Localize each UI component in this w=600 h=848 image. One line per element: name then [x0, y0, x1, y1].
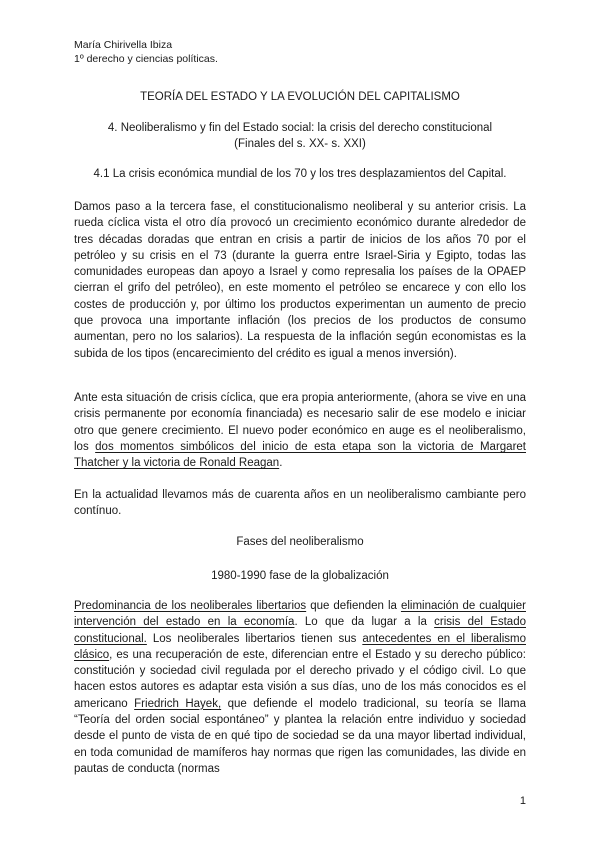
p4-text-e: que defiende el modelo tradicional, su teoría se llama “Teoría del orden social espontáneo” y plantea la relación entre individuo y sociedad desde el punto de vista de en qué tipo de sociedad se da una mayor libertad individual, en toda comunidad de mamíferos hay normas que rigen las comunidades, las divide en pautas de conducta (normas [74, 697, 527, 775]
p4-text-d: , es una recuperación de este, diferencian entre el Estado y su derecho público: constitución y sociedad civil regulada por el derecho privado y el código civil. Lo que hacen estos autores es adaptar esta visión a sus días, uno de los más conocidos es el americano [74, 648, 526, 710]
document-title: TEORÍA DEL ESTADO Y LA EVOLUCIÓN DEL CAPITALISMO [140, 91, 460, 103]
phase-1-heading: 1980-1990 fase de la globalización [211, 570, 389, 582]
p4-underlined-4: antecedentes en el liberalismo clásico [74, 632, 526, 661]
paragraph-4 [74, 598, 526, 777]
paragraph-2-text: Ante esta situación de crisis cíclica, que era propia anteriormente, (ahora se vive en una crisis permanente por economía financiada) es necesario salir de ese modelo e iniciar otro que genere crecimiento. El nuevo poder económico en auge es el neoliberalismo, los [74, 392, 526, 453]
paragraph-3: En la actualidad llevamos más de cuarenta años en un neoliberalismo cambiante pero contínuo. [74, 489, 526, 518]
paragraph-2 [74, 390, 526, 471]
page-number: 1 [519, 795, 526, 807]
section-heading-line1: 4. Neoliberalismo y fin del Estado social: la crisis del derecho constitucional [107, 122, 493, 134]
course-label: 1º derecho y ciencias políticas. [74, 53, 218, 65]
p4-text-b: . Lo que da lugar a la [294, 616, 435, 629]
phases-heading: Fases del neoliberalismo [236, 536, 364, 548]
p4-underlined-1: Predominancia de los neoliberales libertarios [74, 600, 307, 612]
p4-underlined-2: eliminación de cualquier intervención del estado en la economía [74, 600, 526, 629]
section-heading-line2: (Finales del s. XX- s. XXI) [234, 138, 366, 150]
subsection-heading: 4.1 La crisis económica mundial de los 70 y los tres desplazamientos del Capital. [93, 168, 507, 180]
paragraph-2-underlined: dos momentos simbólicos del inicio de esta etapa son la victoria de Margaret Thatcher y la victoria de Ronald Reagan [74, 440, 526, 470]
p4-underlined-5: Friedrich Hayek, [134, 697, 222, 710]
p4-underlined-3: crisis del Estado constitucional. [74, 616, 526, 645]
author-name: María Chirivella Ibiza [74, 39, 173, 51]
paragraph-2-end: . [279, 457, 283, 470]
p4-text-a: que defienden la [306, 600, 401, 612]
paragraph-1: Damos paso a la tercera fase, el constitucionalismo neoliberal y su anterior crisis. La rueda cíclica vista el otro día provocó un crecimiento económico durante alrededor de tres décadas doradas que entran en crisis a partir de inicios de los años 70 por el petróleo y su crisis en el 73 (durante la guerra entre Israel-Siria y Egipto, todas las comunidades europeas dan apoyo a Israel y como represalia los países de la OPAEP cierran el grifo del petróleo), en este momento el petróleo se encarece y con ello los costes de producción y, por último los productos experimentan un aumento de precio que provoca una importante inflación (los precios de los productos de consumo aumentan, pero no los salarios). La respuesta de la inflación según economistas es la subida de los tipos (encarecimiento del crédito es igual a menos inversión). [74, 201, 526, 360]
p4-text-c: Los neoliberales libertarios tienen sus [146, 632, 363, 645]
